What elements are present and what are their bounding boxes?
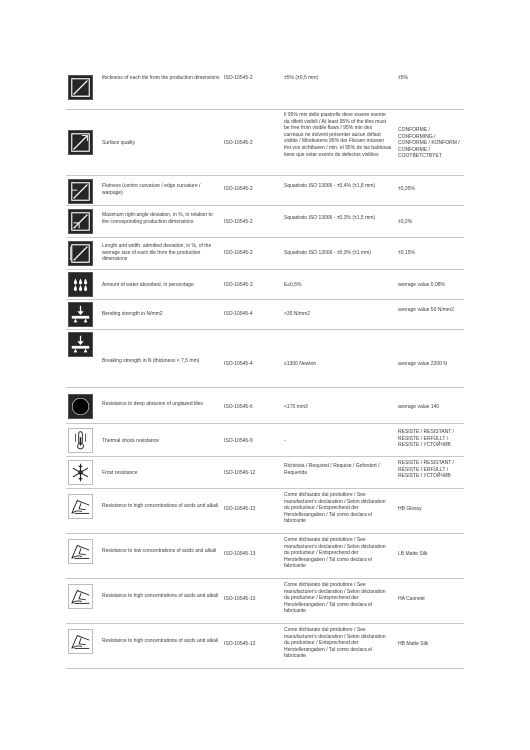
row-norm: ISO-10545-13 (224, 551, 256, 557)
table-row (66, 176, 464, 206)
row-value: ±0,2% (398, 219, 413, 225)
row-value: HA Canneté (398, 596, 425, 602)
right-angle-icon (68, 209, 93, 234)
tile-thickness-icon (68, 75, 93, 100)
row-description: Surface quality (102, 140, 136, 146)
row-requirement: Come dichiarato dal produttore / See manufacturer's declaration / Selon déclaration du producteur / Entsprechend der Herstellerangaben / Tal como declara el fabricante (284, 492, 386, 525)
row-requirement: Come dichiarato dal produttore / See manufacturer's declaration / Selon déclaration du producteur / Entsprechend der Herstellerangaben / Tal como declara el fabricante (284, 582, 386, 615)
row-value: ±0,15% (398, 250, 415, 256)
row-value: ±0,35% (398, 186, 415, 192)
row-requirement: Squadrato ISO 13006 - ±0,3% (±1,5 mm) (284, 215, 376, 221)
row-norm: ISO-10545-4 (224, 311, 253, 317)
row-description: Resistance to low concentrations of acids and alkali (102, 548, 217, 554)
water-drops-icon (68, 272, 93, 297)
row-norm: ISO-10545-6 (224, 404, 253, 410)
row-norm: ISO-10545-2 (224, 186, 253, 192)
row-norm: ISO-10545-9 (224, 438, 253, 444)
bending-strength-icon (68, 302, 93, 327)
table-row (66, 300, 464, 330)
chemical-high-icon (68, 629, 93, 654)
row-norm: ISO-10545-13 (224, 596, 256, 602)
row-description: Resistance to high concentrations of acids and alkali (102, 503, 219, 509)
row-description: Resistance to high concentrations of acids and alkali (102, 593, 219, 599)
chemical-high-icon (68, 584, 93, 609)
row-description: Bending strength in N/mm2 (102, 311, 163, 317)
row-description: Resistance to high concentrations of acids and alkali (102, 638, 219, 644)
row-norm: ISO-10545-4 (224, 361, 253, 367)
table-row (66, 534, 464, 579)
row-requirement: Richiesta / Required / Requise / Gefordert / Requerida (284, 463, 380, 476)
snowflake-icon (68, 460, 93, 485)
table-row (66, 270, 464, 300)
table-row (66, 489, 464, 534)
table-row (66, 624, 464, 669)
row-requirement: Squadrato ISO 13006 - ±0,4% (±1,8 mm) (284, 183, 376, 189)
breaking-strength-icon (68, 332, 93, 357)
table-row (66, 457, 464, 489)
row-norm: ISO-10545-2 (224, 75, 253, 81)
table-row (66, 110, 464, 176)
row-value: average value 2200 N (398, 361, 447, 367)
row-value: RESISTE / RESISTANT / RÉSISTE / ERFÜLLT / RESISTE / УСТОЙЧИВ (398, 460, 454, 480)
row-description: Breaking strength in N (thickness < 7,5 mm) (102, 358, 200, 364)
row-description: Thermal shock resistance (102, 438, 159, 444)
length-width-icon (68, 241, 93, 266)
row-requirement: Come dichiarato dal produttore / See manufacturer's declaration / Selon déclaration du producteur / Entsprechend der Herstellerangaben / Tal como declara el fabricante (284, 627, 386, 660)
row-value: CONFORME / CONFORMING / CONFORME / KONFORM / CONFORME / COOTBETCTBYET (398, 127, 460, 160)
table-row (66, 579, 464, 624)
row-requirement: <175 mm3 (284, 404, 308, 410)
row-value: ±5% (398, 75, 408, 81)
flatness-icon (68, 179, 93, 204)
row-description: thickness of each tile from the production dimensions (102, 75, 220, 81)
row-value: average value 140 (398, 404, 440, 410)
row-value: average value 50 N/mm2 (398, 307, 454, 313)
row-norm: ISO-10545-12 (224, 470, 256, 476)
row-requirement: >35 N/mm2 (284, 311, 310, 317)
row-norm: ISO-10545-13 (224, 641, 256, 647)
chemical-low-icon (68, 539, 93, 564)
row-description: Flatness (centre curvature / edge curvature / warpage) (102, 183, 201, 196)
row-value: HB Matte Silk (398, 641, 429, 647)
row-description: Resistance to deep abrasion of unglazed tiles (102, 401, 203, 407)
table-row (66, 66, 464, 110)
row-requirement: ≥1300 Newton (284, 361, 317, 367)
row-norm: ISO-10545-13 (224, 506, 256, 512)
technical-specs-table (66, 66, 464, 669)
table-row (66, 206, 464, 238)
surface-quality-icon (68, 130, 93, 155)
row-description: Amount of water absorbed, in percentage (102, 282, 194, 288)
row-norm: ISO-10545-3 (224, 282, 253, 288)
table-row (66, 388, 464, 424)
table-row (66, 330, 464, 388)
table-row (66, 238, 464, 270)
row-requirement: E≤0,5% (284, 282, 302, 288)
row-description: Frost resistance (102, 470, 138, 476)
abrasion-icon (68, 394, 93, 419)
row-requirement: Il 95% min delle piastrelle deve essere esente da difetti visibili / At least 95% of the tiles must be free from visible flaws / 95% min des carreaux ne doivent présenter aucun défaut visible / Mindestens 95% der Fliesen müssen frei von sichtbaren / min. el 95% de las baldosas tiene que estar exento de defectos visibles (284, 112, 392, 158)
row-requirement: ±5% (±0,5 mm) (284, 75, 319, 81)
thermometer-icon (68, 428, 93, 453)
chemical-high-icon (68, 494, 93, 519)
row-norm: ISO-10545-2 (224, 219, 253, 225)
row-norm: ISO-10545-2 (224, 140, 253, 146)
row-value: average value 0,08% (398, 282, 445, 288)
row-description: Length and width: admitted deviation, in %, of the average size of each tile from the production dimensions (102, 243, 212, 263)
row-description: Maximum right-angle deviation, in %, in relation to the corresponding production dimensions (102, 212, 213, 225)
row-requirement: - (284, 438, 286, 444)
row-value: HB Glossy (398, 506, 422, 512)
row-value: LB Matte Silk (398, 551, 428, 557)
row-value: RESISTE / RESISTANT / RÉSISTE / ERFÜLLT / RESISTE / УСТОЙЧИВ (398, 429, 454, 449)
row-norm: ISO-10545-2 (224, 250, 253, 256)
table-row (66, 424, 464, 457)
row-requirement: Come dichiarato dal produttore / See manufacturer's declaration / Selon déclaration du producteur / Entsprechend der Herstellerangaben / Tal como declara el fabricante (284, 537, 386, 570)
row-requirement: Squadrato ISO 13006 - ±0,3% (±1 mm) (284, 250, 371, 256)
